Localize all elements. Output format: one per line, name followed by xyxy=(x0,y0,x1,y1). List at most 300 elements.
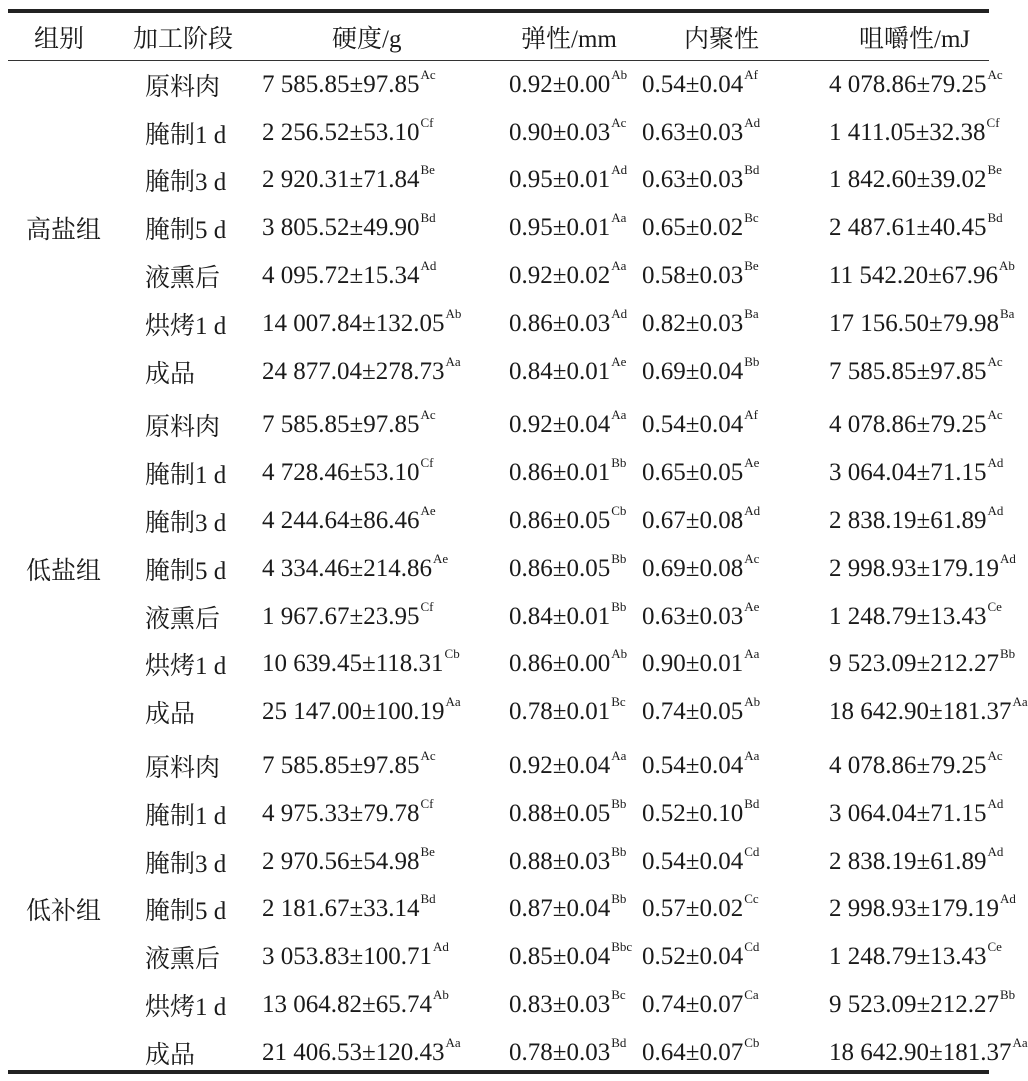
significance-letters: Ad xyxy=(744,503,761,519)
significance-letters: Cf xyxy=(420,795,434,811)
value-text: 0.88±0.05 xyxy=(509,799,611,827)
value-text: 0.88±0.03 xyxy=(509,847,611,875)
stage-cell: 烘烤1 d xyxy=(145,994,227,1022)
hardness-cell xyxy=(234,252,483,300)
significance-letters: Ad xyxy=(999,550,1016,566)
value-text: 2 838.19±61.89 xyxy=(829,847,987,875)
significance-letters: Bc xyxy=(611,987,626,1003)
hardness-cell xyxy=(234,886,483,934)
hardness-cell xyxy=(234,790,483,838)
table-row xyxy=(8,790,989,838)
significance-letters: Ac xyxy=(987,353,1003,369)
springiness-cell xyxy=(483,790,638,838)
table-row xyxy=(8,981,989,1029)
significance-letters: Be xyxy=(744,258,759,274)
value-text: 0.52±0.10 xyxy=(642,799,744,827)
significance-letters: Bbc xyxy=(611,939,633,955)
value-text: 25 147.00±100.19 xyxy=(262,698,445,726)
value-text: 0.95±0.01 xyxy=(509,166,611,194)
header-cohesiveness: 内聚性 xyxy=(638,13,779,61)
significance-letters: Bb xyxy=(999,646,1016,662)
significance-letters: Cd xyxy=(744,939,760,955)
group-name-cell: 低盐组 xyxy=(26,557,102,585)
value-text: 0.86±0.05 xyxy=(509,507,611,535)
significance-letters: Ab xyxy=(999,258,1015,274)
significance-letters: Bb xyxy=(611,843,627,859)
value-text: 4 078.86±79.25 xyxy=(829,752,987,780)
hardness-cell xyxy=(234,61,483,109)
cohesiveness-cell xyxy=(638,252,779,300)
chewiness-cell xyxy=(779,790,1004,838)
value-text: 2 920.31±71.84 xyxy=(262,166,420,194)
value-text: 0.82±0.03 xyxy=(642,309,744,337)
value-text: 0.95±0.01 xyxy=(509,214,611,242)
significance-letters: Cf xyxy=(420,455,434,471)
header-springiness: 弹性/mm xyxy=(483,13,638,61)
value-text: 0.65±0.02 xyxy=(642,214,744,242)
value-text: 3 805.52±49.90 xyxy=(262,214,420,242)
significance-letters: Ad xyxy=(611,162,628,178)
value-text: 1 411.05±32.38 xyxy=(829,118,986,146)
value-text: 0.65±0.05 xyxy=(642,459,744,487)
value-text: 0.84±0.01 xyxy=(509,357,611,385)
chewiness-cell xyxy=(779,396,1003,450)
header-stage: 加工阶段 xyxy=(121,13,234,61)
cohesiveness-cell xyxy=(638,736,779,790)
value-text: 7 585.85±97.85 xyxy=(262,70,420,98)
value-text: 1 842.60±39.02 xyxy=(829,166,987,194)
chewiness-cell xyxy=(779,1029,1028,1077)
significance-letters: Ad xyxy=(999,891,1016,907)
significance-letters: Ab xyxy=(744,694,761,710)
value-text: 0.78±0.01 xyxy=(509,698,611,726)
hardness-cell xyxy=(234,736,483,790)
significance-letters: Ce xyxy=(987,598,1002,614)
significance-letters: Aa xyxy=(611,407,627,423)
significance-letters: Ad xyxy=(420,258,437,274)
table-body xyxy=(8,61,1028,1077)
significance-letters: Cb xyxy=(611,503,627,519)
value-text: 10 639.45±118.31 xyxy=(262,650,444,678)
springiness-cell xyxy=(483,300,638,348)
table-row xyxy=(8,736,989,790)
significance-letters: Bd xyxy=(987,210,1003,226)
hardness-cell xyxy=(234,688,483,736)
hardness-cell xyxy=(234,838,483,886)
significance-letters: Bd xyxy=(744,162,760,178)
stage-cell: 腌制3 d xyxy=(145,510,227,538)
value-text: 18 642.90±181.37 xyxy=(829,698,1012,726)
cohesiveness-cell xyxy=(638,545,779,593)
stage-cell: 成品 xyxy=(145,1041,196,1069)
value-text: 1 967.67±23.95 xyxy=(262,602,420,630)
chewiness-cell xyxy=(779,641,1016,689)
value-text: 0.86±0.00 xyxy=(509,650,611,678)
table-row xyxy=(8,497,989,545)
chewiness-cell xyxy=(779,545,1016,593)
significance-letters: Ce xyxy=(987,939,1002,955)
table-row xyxy=(8,61,989,109)
value-text: 0.52±0.04 xyxy=(642,943,744,971)
value-text: 7 585.85±97.85 xyxy=(262,411,420,439)
significance-letters: Cf xyxy=(420,598,434,614)
stage-cell: 腌制5 d xyxy=(145,898,227,926)
significance-letters: Ad xyxy=(744,114,761,130)
value-text: 0.54±0.04 xyxy=(642,70,744,98)
significance-letters: Ba xyxy=(999,305,1015,321)
value-text: 2 181.67±33.14 xyxy=(262,895,420,923)
table-row xyxy=(8,641,989,689)
significance-letters: Ae xyxy=(420,503,436,519)
significance-letters: Cd xyxy=(744,843,760,859)
value-text: 0.74±0.07 xyxy=(642,991,744,1019)
stage-cell: 原料肉 xyxy=(145,73,221,101)
value-text: 7 585.85±97.85 xyxy=(829,357,987,385)
significance-letters: Bb xyxy=(611,891,627,907)
value-text: 17 156.50±79.98 xyxy=(829,309,999,337)
stage-cell: 液熏后 xyxy=(145,605,221,633)
cohesiveness-cell xyxy=(638,838,779,886)
hardness-cell xyxy=(234,981,483,1029)
significance-letters: Ad xyxy=(611,305,628,321)
significance-letters: Aa xyxy=(445,694,461,710)
value-text: 2 838.19±61.89 xyxy=(829,507,987,535)
significance-letters: Bb xyxy=(611,598,627,614)
significance-letters: Cb xyxy=(744,1034,760,1050)
cohesiveness-cell xyxy=(638,688,779,736)
significance-letters: Be xyxy=(420,162,435,178)
table-row xyxy=(8,157,989,205)
springiness-cell xyxy=(483,449,638,497)
significance-letters: Af xyxy=(744,407,758,423)
value-text: 0.57±0.02 xyxy=(642,895,744,923)
significance-letters: Cb xyxy=(444,646,460,662)
chewiness-cell xyxy=(779,736,1003,790)
chewiness-cell xyxy=(779,933,1002,981)
hardness-cell xyxy=(234,396,483,450)
significance-letters: Bd xyxy=(744,795,760,811)
value-text: 1 248.79±13.43 xyxy=(829,943,987,971)
significance-letters: Be xyxy=(420,843,435,859)
chewiness-cell xyxy=(779,449,1004,497)
chewiness-cell xyxy=(779,348,1003,396)
value-text: 3 064.04±71.15 xyxy=(829,459,987,487)
value-text: 3 064.04±71.15 xyxy=(829,799,987,827)
springiness-cell xyxy=(483,981,638,1029)
value-text: 2 487.61±40.45 xyxy=(829,214,987,242)
value-text: 0.92±0.00 xyxy=(509,70,611,98)
value-text: 3 053.83±100.71 xyxy=(262,943,432,971)
value-text: 0.67±0.08 xyxy=(642,507,744,535)
table-row xyxy=(8,348,989,396)
table-row xyxy=(8,1029,989,1077)
significance-letters: Aa xyxy=(445,353,461,369)
significance-letters: Ad xyxy=(987,795,1004,811)
springiness-cell xyxy=(483,204,638,252)
cohesiveness-cell xyxy=(638,886,779,934)
group-name-cell: 低补组 xyxy=(26,898,102,926)
chewiness-cell xyxy=(779,61,1003,109)
springiness-cell xyxy=(483,157,638,205)
hardness-cell xyxy=(234,641,483,689)
significance-letters: Aa xyxy=(744,748,760,764)
cohesiveness-cell xyxy=(638,981,779,1029)
significance-letters: Ac xyxy=(987,748,1003,764)
significance-letters: Ad xyxy=(432,939,449,955)
stage-cell: 成品 xyxy=(145,360,196,388)
significance-letters: Cf xyxy=(420,114,434,130)
significance-letters: Aa xyxy=(611,258,627,274)
significance-letters: Aa xyxy=(445,1034,461,1050)
value-text: 13 064.82±65.74 xyxy=(262,991,432,1019)
springiness-cell xyxy=(483,61,638,109)
stage-cell: 腌制3 d xyxy=(145,850,227,878)
chewiness-cell xyxy=(779,981,1016,1029)
value-text: 0.63±0.03 xyxy=(642,166,744,194)
value-text: 0.87±0.04 xyxy=(509,895,611,923)
significance-letters: Aa xyxy=(1012,694,1028,710)
significance-letters: Ae xyxy=(432,550,449,566)
value-text: 2 998.93±179.19 xyxy=(829,554,999,582)
table-row xyxy=(8,886,989,934)
value-text: 4 334.46±214.86 xyxy=(262,554,432,582)
significance-letters: Ba xyxy=(744,305,759,321)
significance-letters: Bb xyxy=(611,795,627,811)
group-name-cell: 高盐组 xyxy=(26,217,102,245)
hardness-cell xyxy=(234,497,483,545)
significance-letters: Ac xyxy=(987,407,1003,423)
significance-letters: Ab xyxy=(432,987,449,1003)
cohesiveness-cell xyxy=(638,109,779,157)
significance-letters: Af xyxy=(744,66,758,82)
value-text: 0.64±0.07 xyxy=(642,1038,744,1066)
stage-cell: 液熏后 xyxy=(145,946,221,974)
significance-letters: Ad xyxy=(987,455,1004,471)
springiness-cell xyxy=(483,252,638,300)
table-row xyxy=(8,396,989,450)
value-text: 0.86±0.03 xyxy=(509,309,611,337)
significance-letters: Bb xyxy=(744,353,760,369)
value-text: 0.54±0.04 xyxy=(642,752,744,780)
stage-cell: 腌制5 d xyxy=(145,557,227,585)
cohesiveness-cell xyxy=(638,300,779,348)
value-text: 2 970.56±54.98 xyxy=(262,847,420,875)
value-text: 4 078.86±79.25 xyxy=(829,411,987,439)
value-text: 0.54±0.04 xyxy=(642,411,744,439)
hardness-cell xyxy=(234,449,483,497)
stage-cell: 腌制3 d xyxy=(145,169,227,197)
significance-letters: Ac xyxy=(420,748,436,764)
springiness-cell xyxy=(483,641,638,689)
springiness-cell xyxy=(483,1029,638,1077)
value-text: 4 975.33±79.78 xyxy=(262,799,420,827)
cohesiveness-cell xyxy=(638,157,779,205)
value-text: 0.69±0.04 xyxy=(642,357,744,385)
cohesiveness-cell xyxy=(638,449,779,497)
hardness-cell xyxy=(234,933,483,981)
chewiness-cell xyxy=(779,109,1000,157)
chewiness-cell xyxy=(779,593,1002,641)
significance-letters: Ad xyxy=(987,503,1004,519)
value-text: 0.78±0.03 xyxy=(509,1038,611,1066)
stage-cell: 液熏后 xyxy=(145,265,221,293)
springiness-cell xyxy=(483,545,638,593)
value-text: 0.83±0.03 xyxy=(509,991,611,1019)
table-header xyxy=(8,13,989,61)
significance-letters: Be xyxy=(987,162,1002,178)
stage-cell: 成品 xyxy=(145,701,196,729)
significance-letters: Ac xyxy=(420,407,436,423)
hardness-cell xyxy=(234,109,483,157)
texture-table xyxy=(8,13,1028,1077)
chewiness-cell xyxy=(779,886,1016,934)
chewiness-cell xyxy=(779,497,1004,545)
chewiness-cell xyxy=(779,688,1028,736)
table-row xyxy=(8,933,989,981)
hardness-cell xyxy=(234,1029,483,1077)
significance-letters: Ab xyxy=(611,66,628,82)
significance-letters: Aa xyxy=(1012,1034,1028,1050)
value-text: 4 095.72±15.34 xyxy=(262,262,420,290)
significance-letters: Aa xyxy=(611,748,627,764)
cohesiveness-cell xyxy=(638,497,779,545)
header-hardness: 硬度/g xyxy=(234,13,483,61)
cohesiveness-cell xyxy=(638,790,779,838)
significance-letters: Aa xyxy=(611,210,627,226)
hardness-cell xyxy=(234,593,483,641)
cohesiveness-cell xyxy=(638,641,779,689)
stage-cell: 腌制1 d xyxy=(145,462,227,490)
value-text: 14 007.84±132.05 xyxy=(262,309,445,337)
significance-letters: Bd xyxy=(420,891,436,907)
value-text: 0.86±0.05 xyxy=(509,554,611,582)
significance-letters: Bc xyxy=(744,210,759,226)
value-text: 24 877.04±278.73 xyxy=(262,357,445,385)
value-text: 4 244.64±86.46 xyxy=(262,507,420,535)
springiness-cell xyxy=(483,736,638,790)
table-row xyxy=(8,109,989,157)
cohesiveness-cell xyxy=(638,933,779,981)
header-row xyxy=(8,13,989,61)
cohesiveness-cell xyxy=(638,204,779,252)
chewiness-cell xyxy=(779,300,1015,348)
springiness-cell xyxy=(483,933,638,981)
value-text: 0.84±0.01 xyxy=(509,602,611,630)
significance-letters: Bc xyxy=(611,694,626,710)
value-text: 0.92±0.02 xyxy=(509,262,611,290)
value-text: 0.85±0.04 xyxy=(509,943,611,971)
table-row xyxy=(8,300,989,348)
table-row xyxy=(8,252,989,300)
hardness-cell xyxy=(234,545,483,593)
header-chewiness: 咀嚼性/mJ xyxy=(779,13,989,61)
stage-cell: 烘烤1 d xyxy=(145,312,227,340)
significance-letters: Ae xyxy=(744,455,760,471)
stage-cell: 腌制1 d xyxy=(145,802,227,830)
springiness-cell xyxy=(483,348,638,396)
springiness-cell xyxy=(483,838,638,886)
cohesiveness-cell xyxy=(638,61,779,109)
value-text: 0.63±0.03 xyxy=(642,602,744,630)
value-text: 0.54±0.04 xyxy=(642,847,744,875)
significance-letters: Bb xyxy=(999,987,1016,1003)
value-text: 0.86±0.01 xyxy=(509,459,611,487)
chewiness-cell xyxy=(779,252,1015,300)
significance-letters: Aa xyxy=(744,646,760,662)
value-text: 2 256.52±53.10 xyxy=(262,118,420,146)
value-text: 0.74±0.05 xyxy=(642,698,744,726)
significance-letters: Ac xyxy=(611,114,627,130)
significance-letters: Ac xyxy=(744,550,760,566)
table-row xyxy=(8,688,989,736)
value-text: 9 523.09±212.27 xyxy=(829,650,999,678)
value-text: 0.63±0.03 xyxy=(642,118,744,146)
cohesiveness-cell xyxy=(638,348,779,396)
hardness-cell xyxy=(234,157,483,205)
significance-letters: Ab xyxy=(611,646,628,662)
springiness-cell xyxy=(483,497,638,545)
table-row xyxy=(8,449,989,497)
significance-letters: Bd xyxy=(420,210,436,226)
cohesiveness-cell xyxy=(638,593,779,641)
significance-letters: Bb xyxy=(611,455,627,471)
springiness-cell xyxy=(483,396,638,450)
hardness-cell xyxy=(234,300,483,348)
significance-letters: Ac xyxy=(987,66,1003,82)
cohesiveness-cell xyxy=(638,1029,779,1077)
value-text: 4 728.46±53.10 xyxy=(262,459,420,487)
value-text: 9 523.09±212.27 xyxy=(829,991,999,1019)
value-text: 11 542.20±67.96 xyxy=(829,262,999,290)
value-text: 0.92±0.04 xyxy=(509,752,611,780)
significance-letters: Bb xyxy=(611,550,627,566)
hardness-cell xyxy=(234,348,483,396)
stage-cell: 腌制1 d xyxy=(145,121,227,149)
chewiness-cell xyxy=(779,204,1003,252)
springiness-cell xyxy=(483,109,638,157)
stage-cell: 原料肉 xyxy=(145,414,221,442)
significance-letters: Ab xyxy=(445,305,462,321)
springiness-cell xyxy=(483,593,638,641)
value-text: 0.69±0.08 xyxy=(642,554,744,582)
value-text: 0.58±0.03 xyxy=(642,262,744,290)
stage-cell: 腌制5 d xyxy=(145,217,227,245)
significance-letters: Cf xyxy=(986,114,1000,130)
value-text: 1 248.79±13.43 xyxy=(829,602,987,630)
table-row xyxy=(8,204,989,252)
significance-letters: Ca xyxy=(744,987,759,1003)
table-row xyxy=(8,593,989,641)
value-text: 18 642.90±181.37 xyxy=(829,1038,1012,1066)
chewiness-cell xyxy=(779,838,1004,886)
significance-letters: Ad xyxy=(987,843,1004,859)
significance-letters: Cc xyxy=(744,891,759,907)
springiness-cell xyxy=(483,886,638,934)
value-text: 0.92±0.04 xyxy=(509,411,611,439)
hardness-cell xyxy=(234,204,483,252)
value-text: 2 998.93±179.19 xyxy=(829,895,999,923)
stage-cell: 烘烤1 d xyxy=(145,653,227,681)
significance-letters: Bd xyxy=(611,1034,627,1050)
table-row xyxy=(8,545,989,593)
chewiness-cell xyxy=(779,157,1002,205)
value-text: 0.90±0.01 xyxy=(642,650,744,678)
stage-cell: 原料肉 xyxy=(145,755,221,783)
significance-letters: Ac xyxy=(420,66,436,82)
value-text: 4 078.86±79.25 xyxy=(829,70,987,98)
value-text: 0.90±0.03 xyxy=(509,118,611,146)
springiness-cell xyxy=(483,688,638,736)
